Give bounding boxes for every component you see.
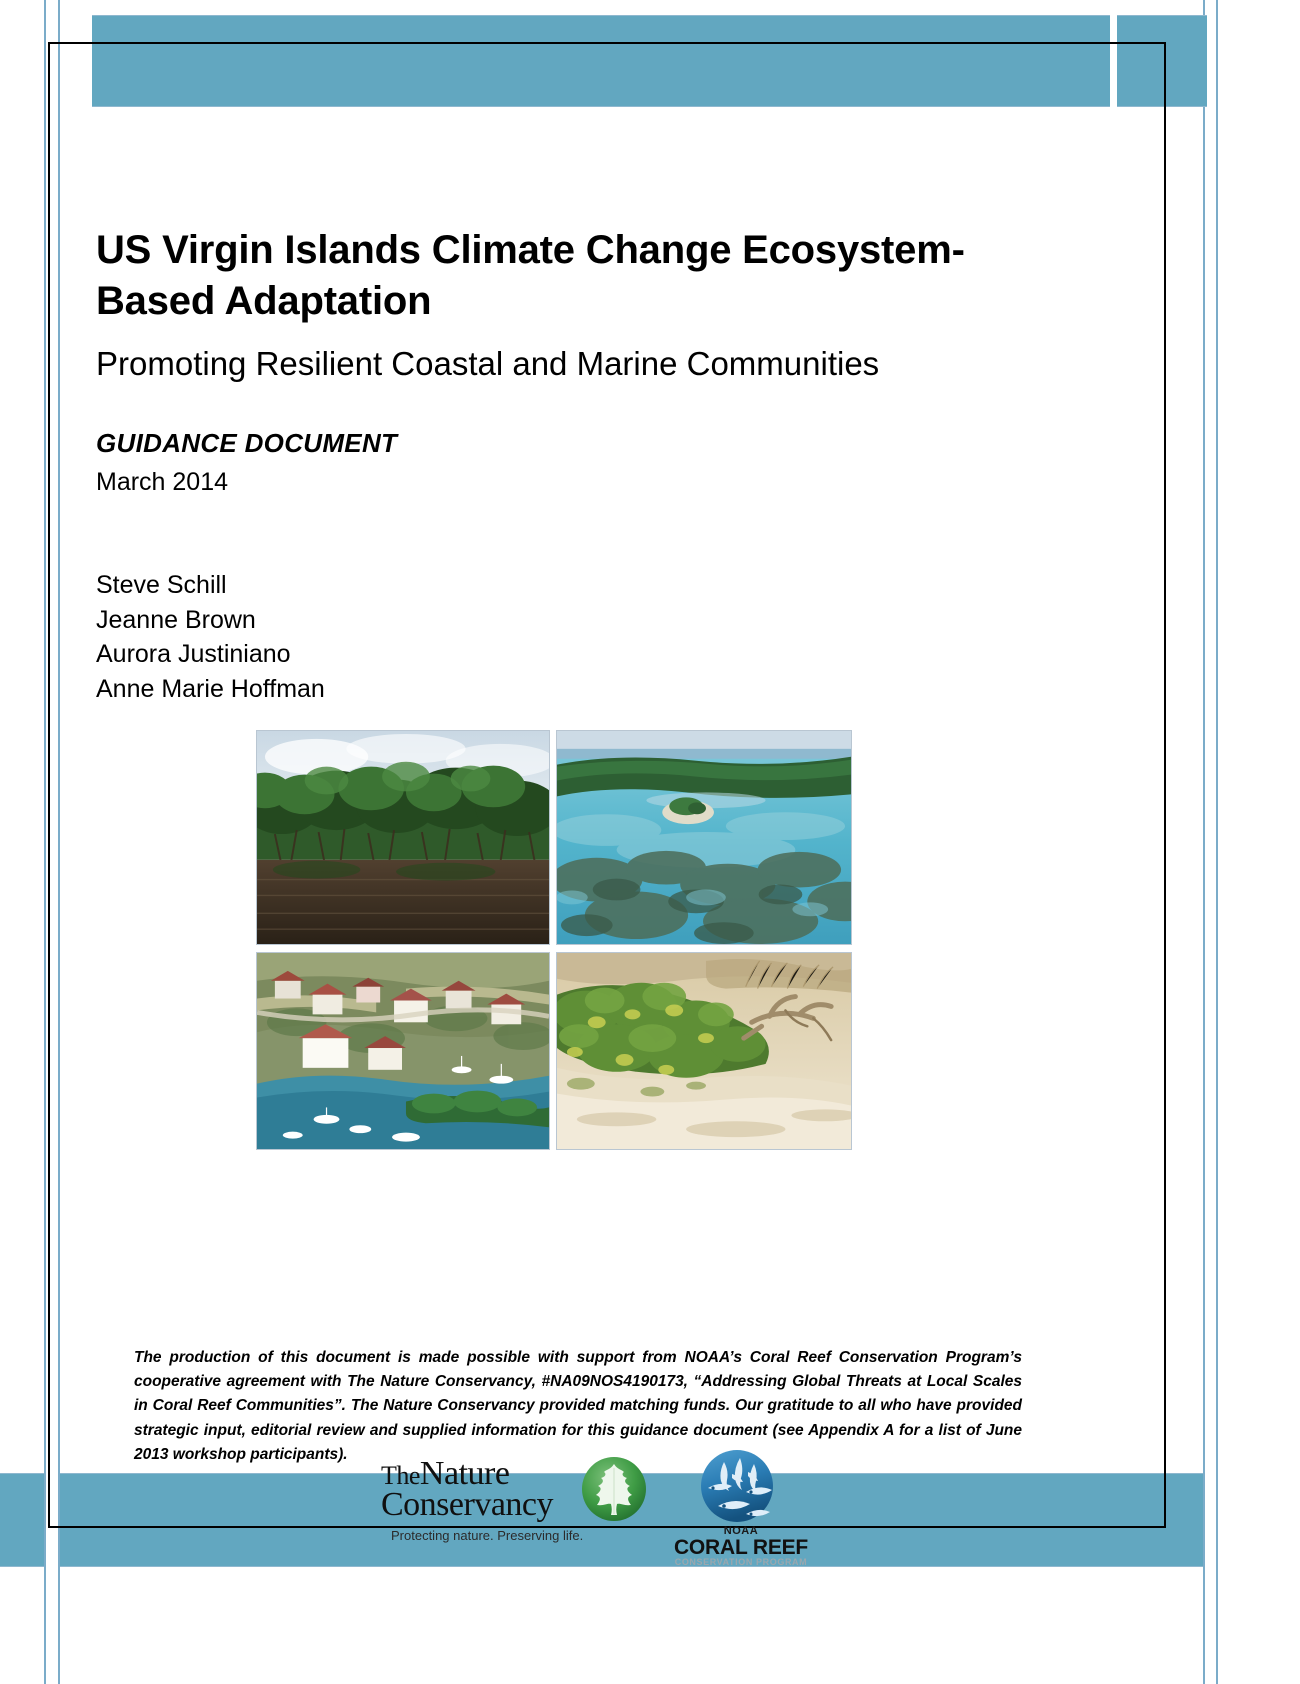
bottom-banner-band-left [0,1473,44,1567]
author-list [96,568,325,706]
left-inner-rule [58,0,60,1684]
document-date: March 2014 [96,468,229,496]
noaa-logo-text [666,1526,816,1567]
left-outer-rule [44,0,46,1684]
logo-row [96,1452,1056,1567]
page-subtitle: Promoting Resilient Coastal and Marine Communities [96,345,880,383]
right-outer-rule [1216,0,1218,1684]
tnc-the-text: The [381,1461,420,1490]
author-name: Aurora Justiniano [96,640,291,668]
page-title: US Virgin Islands Climate Change Ecosystem-Based Adaptation [96,227,965,323]
nature-conservancy-logo [381,1452,681,1552]
tnc-oak-leaf-icon [581,1456,647,1522]
document-type-label: GUIDANCE DOCUMENT [96,428,398,458]
top-banner-band-right [1117,15,1207,107]
author-name: Anne Marie Hoffman [96,674,325,703]
top-banner-band [92,15,1110,107]
right-inner-rule [1203,0,1205,1684]
photo-coastal-development [256,952,550,1150]
noaa-main-text: CORAL REEF [673,1536,809,1559]
noaa-sub-text: CONSERVATION PROGRAM [674,1557,808,1567]
tnc-wordmark-line2: Conservancy [381,1486,554,1523]
photo-coastal-dune [556,952,852,1150]
tnc-nature-text: Nature [419,1455,510,1492]
noaa-coral-reef-conservation-program-logo [666,1448,866,1566]
photo-mangrove-forest [256,730,550,945]
noaa-coral-reef-circle-icon [688,1448,786,1528]
author-name: Steve Schill [96,571,227,599]
cover-photo-grid [256,730,852,1150]
tnc-tagline: Protecting nature. Preserving life. [391,1528,584,1543]
noaa-kicker-text: NOAA [723,1525,759,1537]
funding-credit-paragraph: The production of this document is made possible with support from NOAA’s Coral Reef Conservation Program’s cooperative agreement with The Nature Conservancy, #NA09NOS4190173, “Addressing Global Threats at Local Scales in Coral Reef Communities”. The Nature Conservancy provided matching funds. Our gratitude to all who have provided strategic input, editorial review and supplied information for this guidance document (see Appendix A for a list of June 2013 workshop participants). [134,1348,1022,1464]
photo-coral-reef-aerial [556,730,852,945]
author-name: Jeanne Brown [96,605,256,634]
